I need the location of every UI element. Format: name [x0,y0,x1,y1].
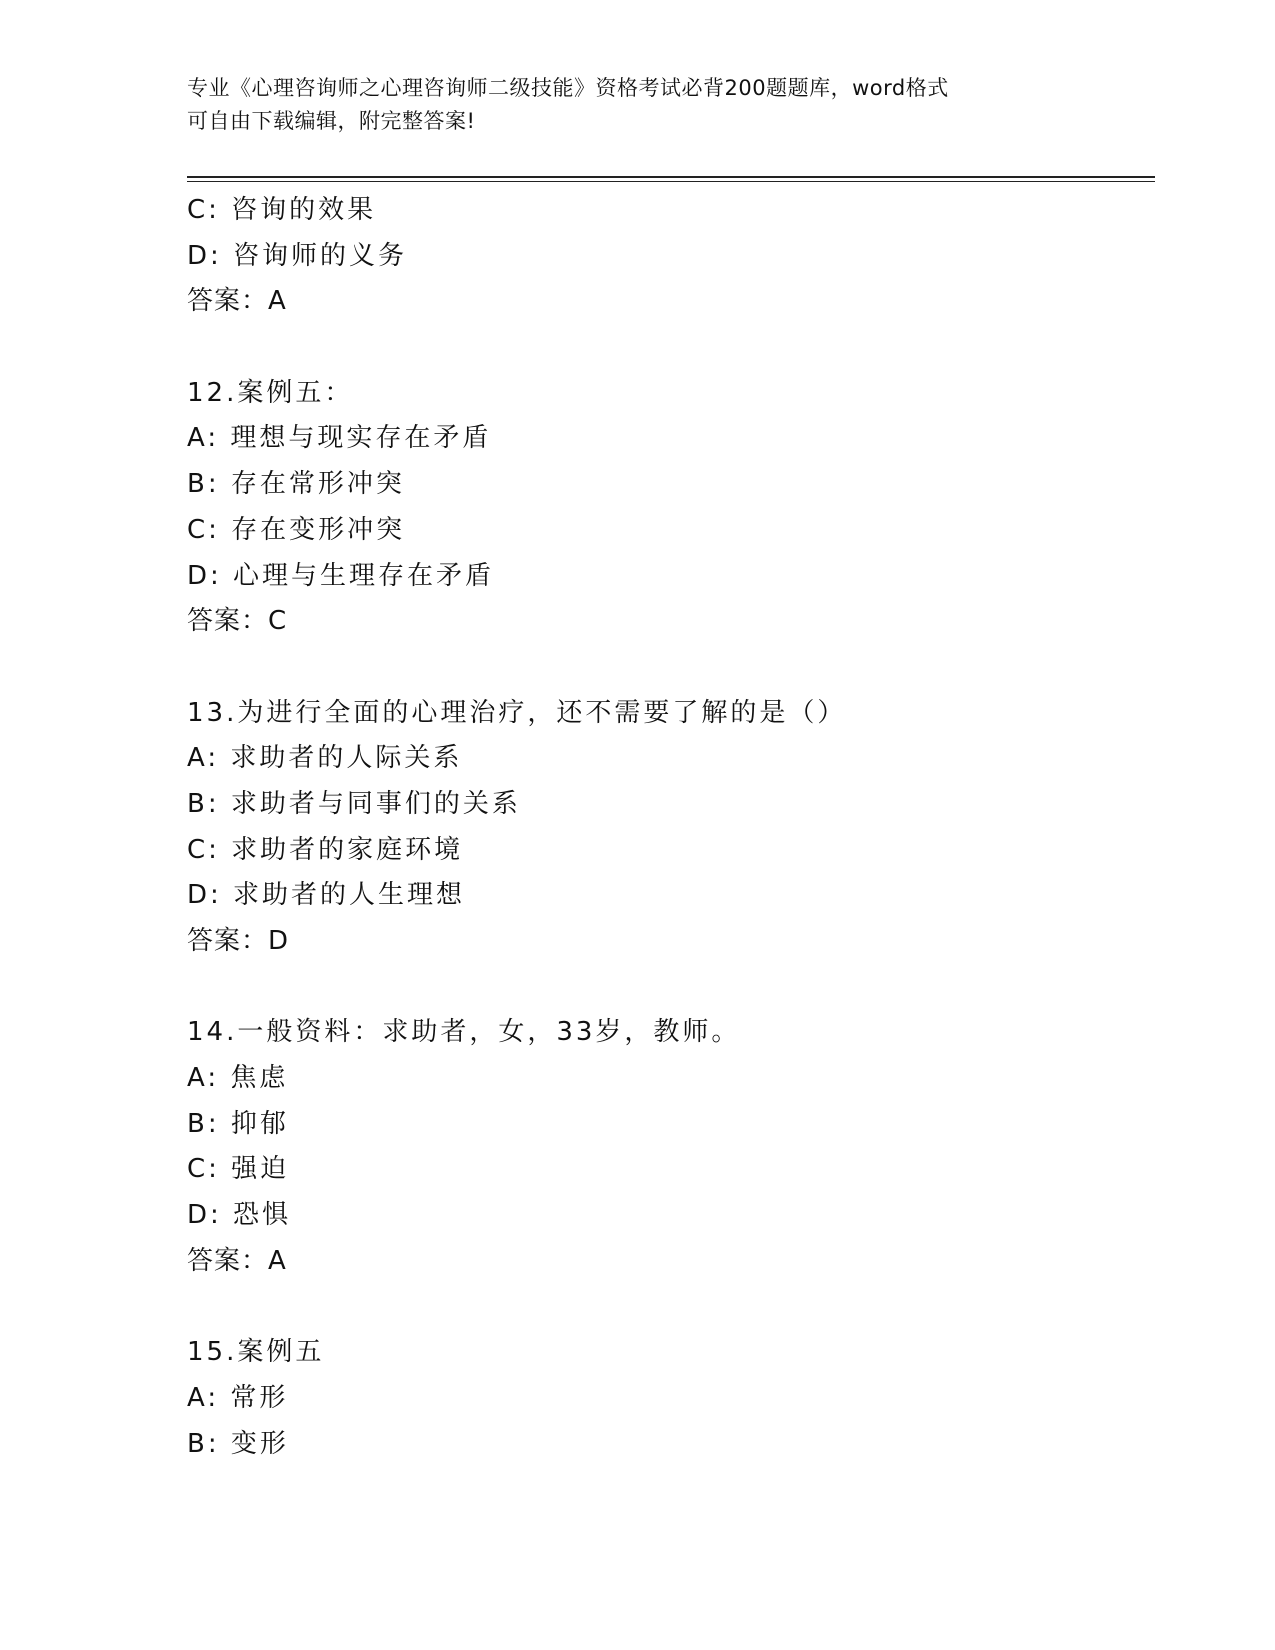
spacer [187,325,1147,371]
option-a: A: 理想与现实存在矛盾 [187,423,492,454]
question-14 [187,1010,1147,1284]
answer-line: 答案：A [187,1245,287,1276]
option-d: D: 心理与生理存在矛盾 [187,560,495,591]
header-divider-thick [187,176,1155,178]
header-title-line-1: 专业《心理咨询师之心理咨询师二级技能》资格考试必背200题题库，word格式 [187,76,949,100]
option-b: B: 抑郁 [187,1108,289,1139]
question-list [187,188,1147,1467]
option-b: B: 求助者与同事们的关系 [187,788,521,819]
option-d: D: 求助者的人生理想 [187,880,466,911]
spacer [187,645,1147,691]
header-divider-thin [187,181,1155,182]
question-title: 15.案例五 [187,1337,325,1368]
spacer [187,965,1147,1011]
option-d: D: 咨询师的义务 [187,240,408,271]
question-11-tail [187,188,1147,325]
option-b: B: 变形 [187,1428,289,1459]
option-c: C: 强迫 [187,1154,290,1185]
answer-line: 答案：D [187,926,290,956]
spacer [187,1285,1147,1331]
question-title: 14.一般资料：求助者，女，33岁，教师。 [187,1017,741,1048]
question-12 [187,371,1147,645]
option-a: A: 常形 [187,1382,289,1413]
header-title-line-2: 可自由下载编辑，附完整答案! [187,109,476,133]
document-header [187,72,1067,138]
option-c: C: 存在变形冲突 [187,514,406,545]
option-d: D: 恐惧 [187,1200,292,1231]
option-a: A: 焦虑 [187,1063,289,1094]
option-c: C: 求助者的家庭环境 [187,834,464,865]
option-c: C: 咨询的效果 [187,195,377,225]
question-13 [187,691,1147,965]
option-a: A: 求助者的人际关系 [187,743,463,774]
question-title: 12.案例五： [187,377,354,408]
answer-line: 答案：C [187,606,288,637]
answer-line: 答案：A [187,286,287,317]
question-15 [187,1330,1147,1467]
option-b: B: 存在常形冲突 [187,469,405,500]
question-title: 13.为进行全面的心理治疗，还不需要了解的是（） [187,697,847,728]
